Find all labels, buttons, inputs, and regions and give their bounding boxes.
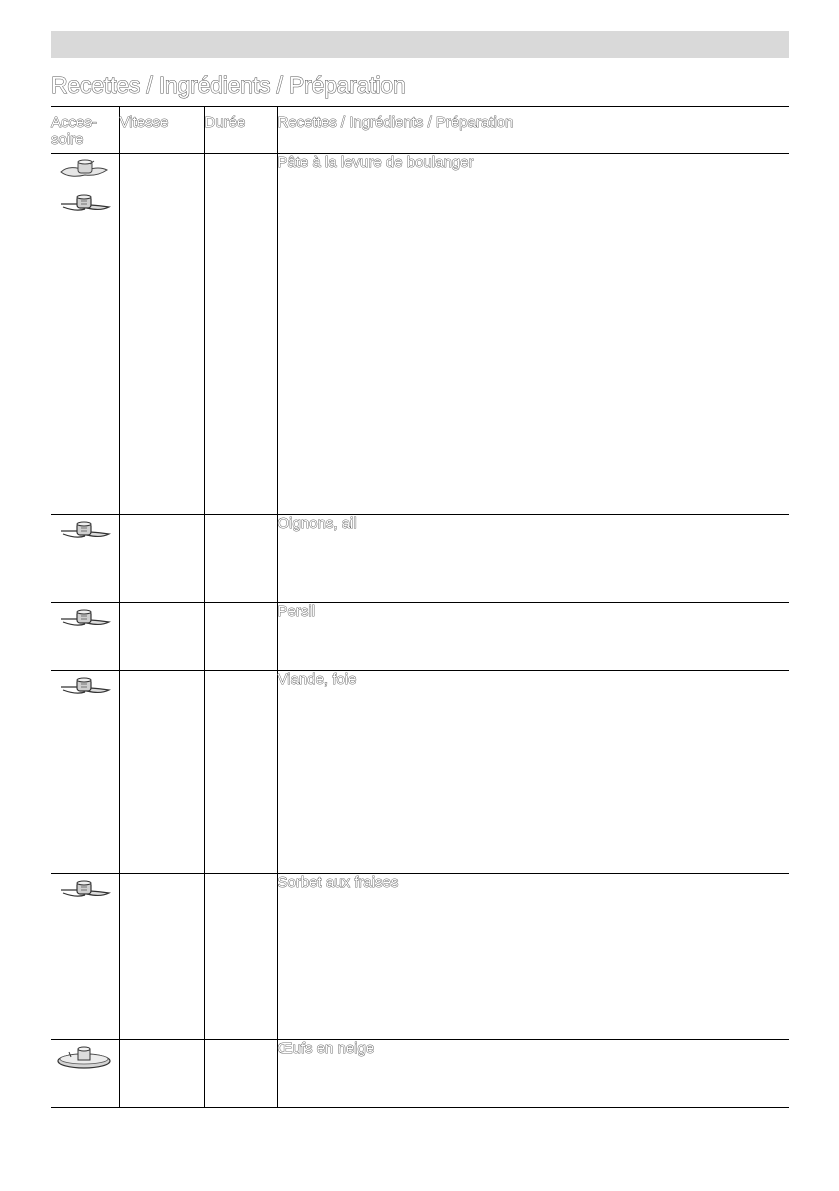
accessory-cell bbox=[51, 1040, 119, 1108]
header-accessory-label: Acces- soire bbox=[51, 114, 97, 148]
table-row bbox=[51, 1040, 789, 1108]
accessory-cell bbox=[51, 154, 119, 515]
recipe-name: Persil bbox=[277, 603, 316, 620]
header-accessory bbox=[51, 107, 119, 154]
table-row bbox=[51, 154, 789, 515]
dough-hook-icon bbox=[57, 158, 111, 180]
universal-blade-icon bbox=[57, 192, 111, 214]
whisk-disc-icon bbox=[55, 1044, 113, 1070]
universal-blade-icon bbox=[57, 519, 111, 541]
duration-cell bbox=[204, 1040, 277, 1108]
recipe-name: Pâte à la levure de boulanger bbox=[277, 154, 474, 171]
speed-cell bbox=[119, 603, 204, 671]
table-row bbox=[51, 515, 789, 603]
speed-cell bbox=[119, 874, 204, 1040]
speed-cell bbox=[119, 671, 204, 874]
recipe-name: Œufs en neige bbox=[277, 1040, 375, 1057]
header-recipe: Recettes / Ingrédients / Préparation bbox=[277, 114, 514, 131]
universal-blade-icon bbox=[57, 675, 111, 697]
table-row bbox=[51, 671, 789, 874]
duration-cell bbox=[204, 515, 277, 603]
universal-blade-icon bbox=[57, 878, 111, 900]
page-title: Recettes / Ingrédients / Préparation bbox=[51, 72, 406, 98]
accessory-cell bbox=[51, 603, 119, 671]
header-speed: Vitesse bbox=[119, 107, 204, 154]
table-row bbox=[51, 874, 789, 1040]
header-duration: Durée bbox=[204, 107, 277, 154]
universal-blade-icon bbox=[57, 607, 111, 629]
speed-cell bbox=[119, 1040, 204, 1108]
table-header-row bbox=[51, 107, 789, 154]
duration-cell bbox=[204, 671, 277, 874]
duration-cell bbox=[204, 154, 277, 515]
table-row bbox=[51, 603, 789, 671]
accessory-cell bbox=[51, 515, 119, 603]
accessory-cell bbox=[51, 671, 119, 874]
recipe-name: Oignons, ail bbox=[277, 515, 357, 532]
header-bar bbox=[51, 31, 789, 58]
recipe-table bbox=[51, 106, 789, 1108]
recipe-name: Viande, foie bbox=[277, 671, 357, 688]
duration-cell bbox=[204, 874, 277, 1040]
accessory-cell bbox=[51, 874, 119, 1040]
recipe-name: Sorbet aux fraises bbox=[277, 874, 399, 891]
speed-cell bbox=[119, 515, 204, 603]
duration-cell bbox=[204, 603, 277, 671]
speed-cell bbox=[119, 154, 204, 515]
